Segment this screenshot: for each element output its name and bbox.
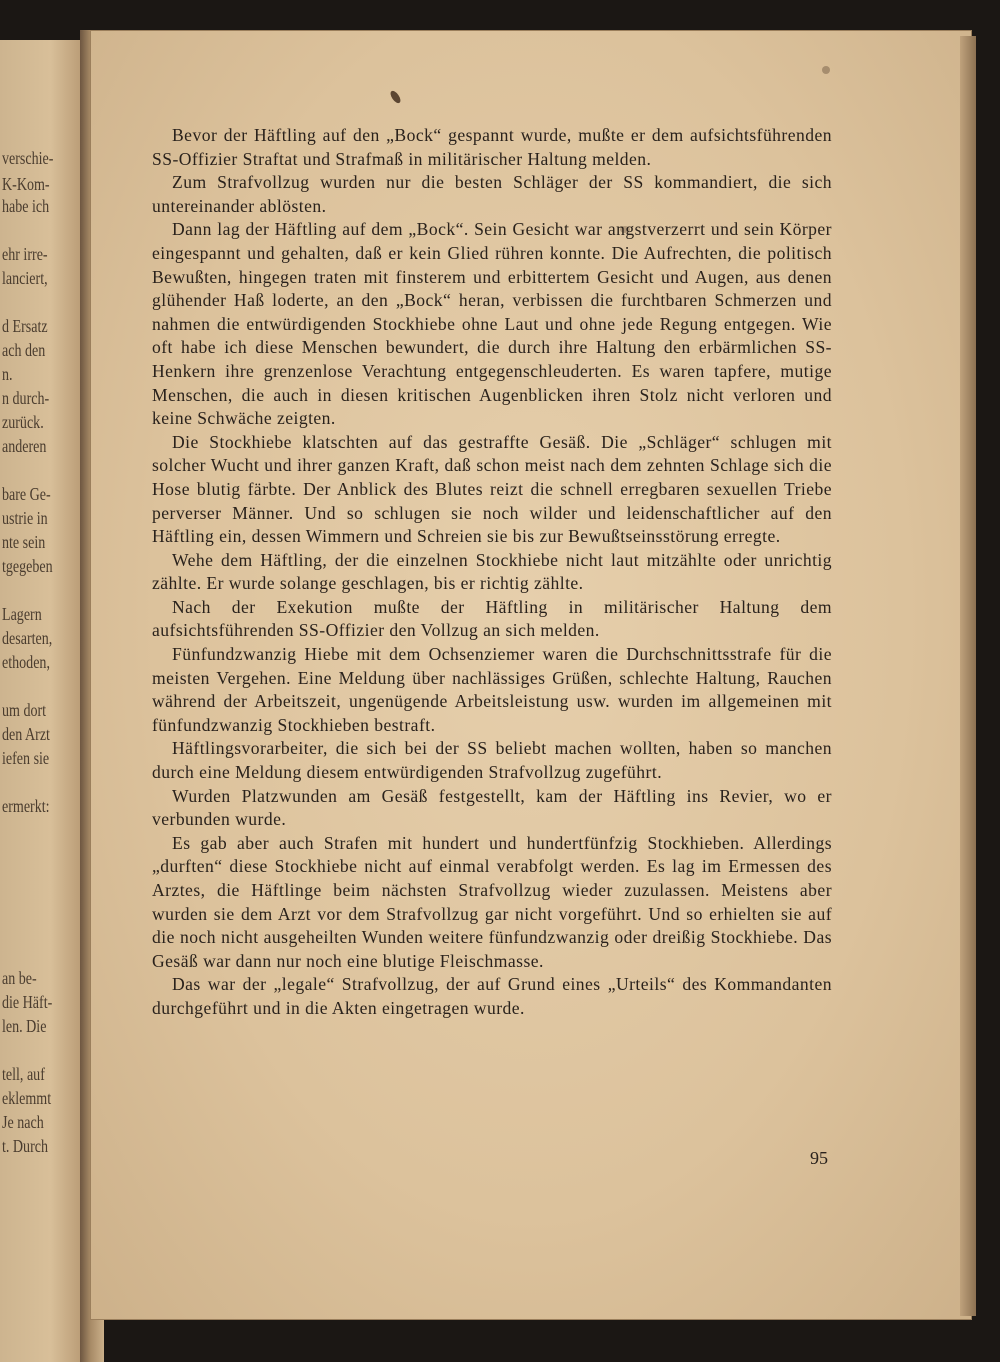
left-page-fragment: die Häft- [2,992,53,1012]
left-page-fragment: den Arzt [2,724,50,744]
left-page-fragment: eklemmt [2,1088,52,1108]
left-page-fragment: K-Kom- [2,174,50,194]
left-page-fragment: Je nach [2,1112,44,1132]
left-page-fragment: n. [2,364,13,384]
paragraph: Nach der Exekution mußte der Häftling in militärischer Haltung dem aufsichtsführenden SS-Offizier den Vollzug an sich melden. [152,596,832,641]
paragraph: Die Stockhiebe klatschten auf das gestraffte Gesäß. Die „Schläger“ schlugen mit solcher Wucht und ihrer ganzen Kraft, daß schon meist nach dem zehnten Schlage sich die Hose blutig färbte. Der Anblick des Blutes reizt die schnell erregbaren sexuellen Triebe perverser Männer. Und so schlugen sie noch wilder und leidenschaftlicher auf den Häftling ein, dessen Wimmern und Schreien sie bis zur Bewußtseinsstörung erregte. [152,431,832,547]
left-page-fragment: ehr irre- [2,244,48,264]
left-page-fragment: tgegeben [2,556,53,576]
left-page-fragment: t. Durch [2,1136,49,1156]
paragraph: Fünfundzwanzig Hiebe mit dem Ochsenziemer waren die Durchschnittsstrafe für die meisten Vergehen. Eine Meldung über nachlässiges Grüßen, schlechte Haltung, Rauchen während der Arbeitszeit, ungenügende Arbeitsleistung usw. wurden im allgemeinen mit fünfundzwanzig Stockhieben bestraft. [152,644,832,735]
paragraph: Es gab aber auch Strafen mit hundert und hundertfünfzig Stockhieben. Allerdings „durften“ diese Stockhiebe nicht auf einmal verabfolgt werden. Es lag im Ermessen des Arztes, die Häftlinge beim nächsten Strafvollzug wieder zuzulassen. Meistens aber wurden sie dem Arzt vor dem Strafvollzug gar nicht vorgeführt. Und so erhielten sie auf die noch nicht ausgeheilten Wunden weitere fünfundzwanzig oder dreißig Stockhiebe. Das Gesäß war dann nur noch eine blutige Fleischmasse. [152,832,832,971]
left-page-fragment: Lagern [2,604,42,624]
paragraph: Dann lag der Häftling auf dem „Bock“. Sein Gesicht war angstverzerrt und sein Körper eingespannt und gehalten, daß er kein Glied rühren konnte. Die Aufrechten, die politisch Bewußten, hingegen traten mit finsterem und erbittertem Gesicht und Augen, aus denen glühender Haß loderte, an den „Bock“ heran, verbissen die furchtbaren Schmerzen und nahmen die entwürdigenden Stockhiebe ohne Laut und ohne jede Regung entgegen. Wie oft habe ich diese Menschen bewundert, die durch ihre Haltung den erbärmlichen SS-Henkern ihre grenzenlose Verachtung entgegenschleuderten. Es waren tapfere, mutige Menschen, die auch in diesen kritischen Augenblicken ihren Stolz nicht verloren und keine Schwäche zeigten. [152,219,832,429]
left-page-fragment: desarten, [2,628,53,648]
left-page-fragment: um dort [2,700,47,720]
left-page [0,40,84,1362]
left-page-fragment: ach den [2,340,46,360]
paragraph: Wurden Platzwunden am Gesäß festgestellt, kam der Häftling ins Revier, wo er verbunden wurde. [152,785,832,830]
body-text [152,124,832,1021]
left-page-fragment: ermerkt: [2,796,50,816]
left-page-fragment: anderen [2,436,47,456]
left-page-fragment: bare Ge- [2,484,51,504]
left-page-fragment: d Ersatz [2,316,48,336]
left-page-fragment: lanciert, [2,268,48,288]
left-page-fragment: ethoden, [2,652,50,672]
paragraph: Das war der „legale“ Strafvollzug, der auf Grund eines „Urteils“ des Kommandanten durchgeführt und in die Akten eingetragen wurde. [152,974,832,1018]
left-page-fragment: habe ich [2,196,50,216]
left-page-fragment: iefen sie [2,748,50,768]
left-page-fragment: nte sein [2,532,46,552]
left-page-fragment: len. Die [2,1016,47,1036]
paragraph: Bevor der Häftling auf den „Bock“ gespannt wurde, mußte er dem aufsichtsführenden SS-Offizier Straftat und Strafmaß in militärischer Haltung melden. [152,125,832,169]
page-edge [960,36,976,1316]
paragraph: Häftlingsvorarbeiter, die sich bei der SS beliebt machen wollten, haben so manchen durch eine Meldung diesem entwürdigenden Strafvollzug zugeführt. [152,738,832,783]
left-page-fragment: n durch- [2,388,50,408]
paragraph: Zum Strafvollzug wurden nur die besten Schläger der SS kommandiert, die sich untereinander ablösten. [152,172,832,216]
page-number: 95 [810,1148,828,1168]
left-page-fragment: zurück. [2,412,44,432]
paragraph: Wehe dem Häftling, der die einzelnen Stockhiebe nicht laut mitzählte oder unrichtig zählte. Er wurde solange geschlagen, bis er richtig zählte. [152,549,832,594]
ink-speck [822,66,830,74]
left-page-fragment: ustrie in [2,508,48,528]
left-page-fragment: an be- [2,968,37,988]
left-page-fragment: tell, auf [2,1064,45,1084]
left-page-fragment: verschie- [2,148,54,168]
